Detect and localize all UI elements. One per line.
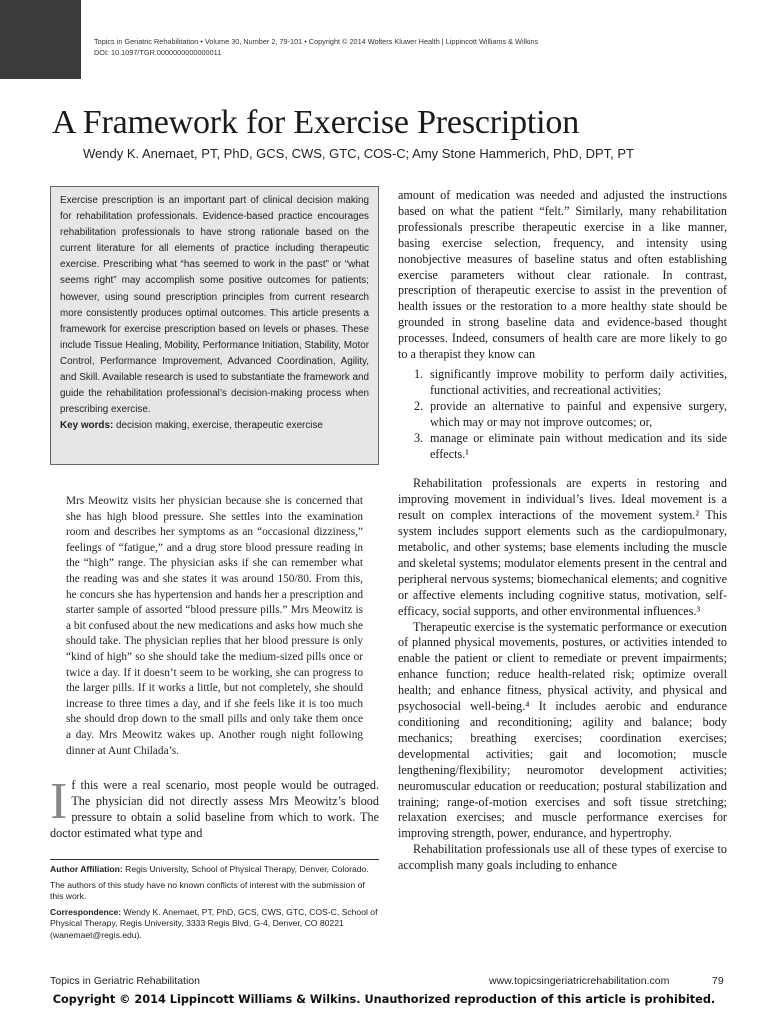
affiliation-label: Author Affiliation: [50, 864, 123, 874]
keywords-value: decision making, exercise, therapeutic exercise [115, 420, 323, 432]
keywords-label: Key words: [60, 420, 114, 432]
intro-text: f this were a real scenario, most people would be outraged. The physician did not directly assess Mrs Meowitz’s blood pressure to obtain a solid baseline from which to work. The doctor estimated what type and [50, 778, 379, 840]
paragraph-2: Rehabilitation professionals are experts in restoring and improving movement in individual’s lives. Ideal movement is a result on complex interactions of the movement system.² This system includes support elements such as the cardiopulmonary, metabolic, and other systems; base elements including the muscle and skeletal systems; modulator elements present in the central and peripheral nervous systems; biomechanical elements; and cognitive or affective elements including cognitive status, motivation, self-efficacy, social supports, and other environmental influences.³ [398, 476, 727, 618]
paragraph-1: amount of medication was needed and adjusted the instructions based on what the patient “felt.” Similarly, many rehabilitation professionals prescribe therapeutic exercise in a like manner, basing exercise selection, frequency, and intensity using nonobjective measures of baseline status and often establishing exercise parameters without clear rationale. In contrast, prescription of therapeutic exercise to assist in the prevention of health issues or the restoration to a more healthy state should be grounded in strong baseline data and evidence-based thought processes. Indeed, consumers of health care are more likely to go to a therapist they know can [398, 188, 727, 362]
corner-block [0, 0, 81, 79]
correspondence [50, 907, 379, 942]
affiliation-text: Regis University, School of Physical Therapy, Denver, Colorado. [125, 864, 369, 874]
benefit-list [398, 367, 727, 462]
author-affiliation [50, 864, 379, 876]
conflict-statement: The authors of this study have no known conflicts of interest with the submission of this work. [50, 879, 365, 902]
doi: DOI: 10.1097/TGR.0000000000000011 [94, 48, 222, 57]
article-authors: Wendy K. Anemaet, PT, PhD, GCS, CWS, GTC, COS-C; Amy Stone Hammerich, PhD, DPT, PT [83, 146, 634, 161]
copyright-notice: Copyright © 2014 Lippincott Williams & Wilkins. Unauthorized reproduction of this article is prohibited. [52, 993, 716, 1006]
abstract-box [50, 186, 379, 465]
paragraph-4: Rehabilitation professionals use all of these types of exercise to accomplish many goals including to enhance [398, 842, 727, 873]
footer-journal: Topics in Geriatric Rehabilitation [50, 975, 200, 987]
author-notes [50, 859, 379, 946]
body-right-column [398, 188, 727, 874]
correspondence-label: Correspondence: [50, 906, 122, 917]
list-item: 1. significantly improve mobility to perform daily activities, functional activities, and recreational activities; [414, 366, 727, 397]
list-item: 3. manage or eliminate pain without medication and its side effects.¹ [414, 430, 727, 461]
journal-header [94, 36, 538, 58]
abstract-text: Exercise prescription is an important part of clinical decision making for rehabilitation professionals. Evidence-based practice encourages rehabilitation professionals to have strong rationale based on the current literature for all elements of practice including therapeutic exercise. Prescribing what “has seemed to work in the past” or “what seems right” may accomplish some positive outcomes for patients; however, using sound prescription principles from current research more consistently produces optimal outcomes. This article presents a framework for exercise prescription based on levels or phases. These include Tissue Healing, Mobility, Performance Initiation, Stability, Motor Control, Performance Improvement, Advanced Coordination, Agility, and Skill. Available research is used to substantiate the framework and guide the rehabilitation professional’s decision-making process when prescribing exercise. [60, 195, 369, 416]
list-item: 2. provide an alternative to painful and expensive surgery, which may or may not improve outcomes; or, [414, 398, 727, 429]
correspondence-text: Wendy K. Anemaet, PT, PhD, GCS, CWS, GTC, COS-C, School of Physical Therapy, Regis University, 3333 Regis Blvd, G-4, Denver, CO 80221 (wanemaet@regis.edu). [50, 906, 378, 940]
footer-url[interactable]: www.topicsingeriatricrehabilitation.com [489, 975, 670, 987]
page-number: 79 [712, 975, 724, 987]
case-vignette: Mrs Meowitz visits her physician because she is concerned that she has high blood pressure. She settles into the examination room and describes her symptoms as an “occasional dizziness,” feelings of “fatigue,” and a drug store blood pressure reading in the “high” range. The physician asks if she can remember what the reading was and she states it was around 150/80. From this, he concurs she has hypertension and hands her a prescription and starter sample of assorted “blood pressure pills.” Mrs Meowitz is a bit confused about the new medications and asks how much she should take. The physician replies that her blood pressure is only “kind of high” so she should take the medium-sized pills once or twice a day. If it doesn’t seem to be working, she can progress to the larger pills. If it works a little, but not completely, she should increase to three times a day, and if she feels like it is too much she should drop down to the small pills and only take them once a day. Mrs Meowitz wakes up. Another rough night following dinner at Aunt Chilada’s. [66, 495, 363, 757]
article-title: A Framework for Exercise Prescription [52, 104, 580, 141]
keywords [60, 418, 369, 434]
drop-cap: I [50, 773, 68, 830]
journal-citation: Topics in Geriatric Rehabilitation • Volume 30, Number 2, 79-101 • Copyright © 2014 Wolters Kluwer Health | Lippincott Williams & Wilkins [94, 37, 539, 46]
paragraph-3: Therapeutic exercise is the systematic performance or execution of planned physical movements, postures, or activities intended to enable the patient or client to remediate or prevent impairments; enhance function; reduce health-related risk; optimize overall health; and enhance fitness, physical activity, and physical and psychosocial well-being.⁴ It includes aerobic and endurance conditioning and reconditioning; agility and balance; body mechanics; breathing exercises; coordination exercises; developmental activities; gait and locomotion; muscle lengthening/flexibility; neuromotor development activities; neuromuscular education or reeducation; postural stabilization and training; range-of-motion exercises and soft tissue stretching; relaxation exercises; and muscle performance exercises for improving strength, power, endurance, and hypertrophy. [398, 619, 727, 841]
body-left-column [50, 773, 379, 842]
